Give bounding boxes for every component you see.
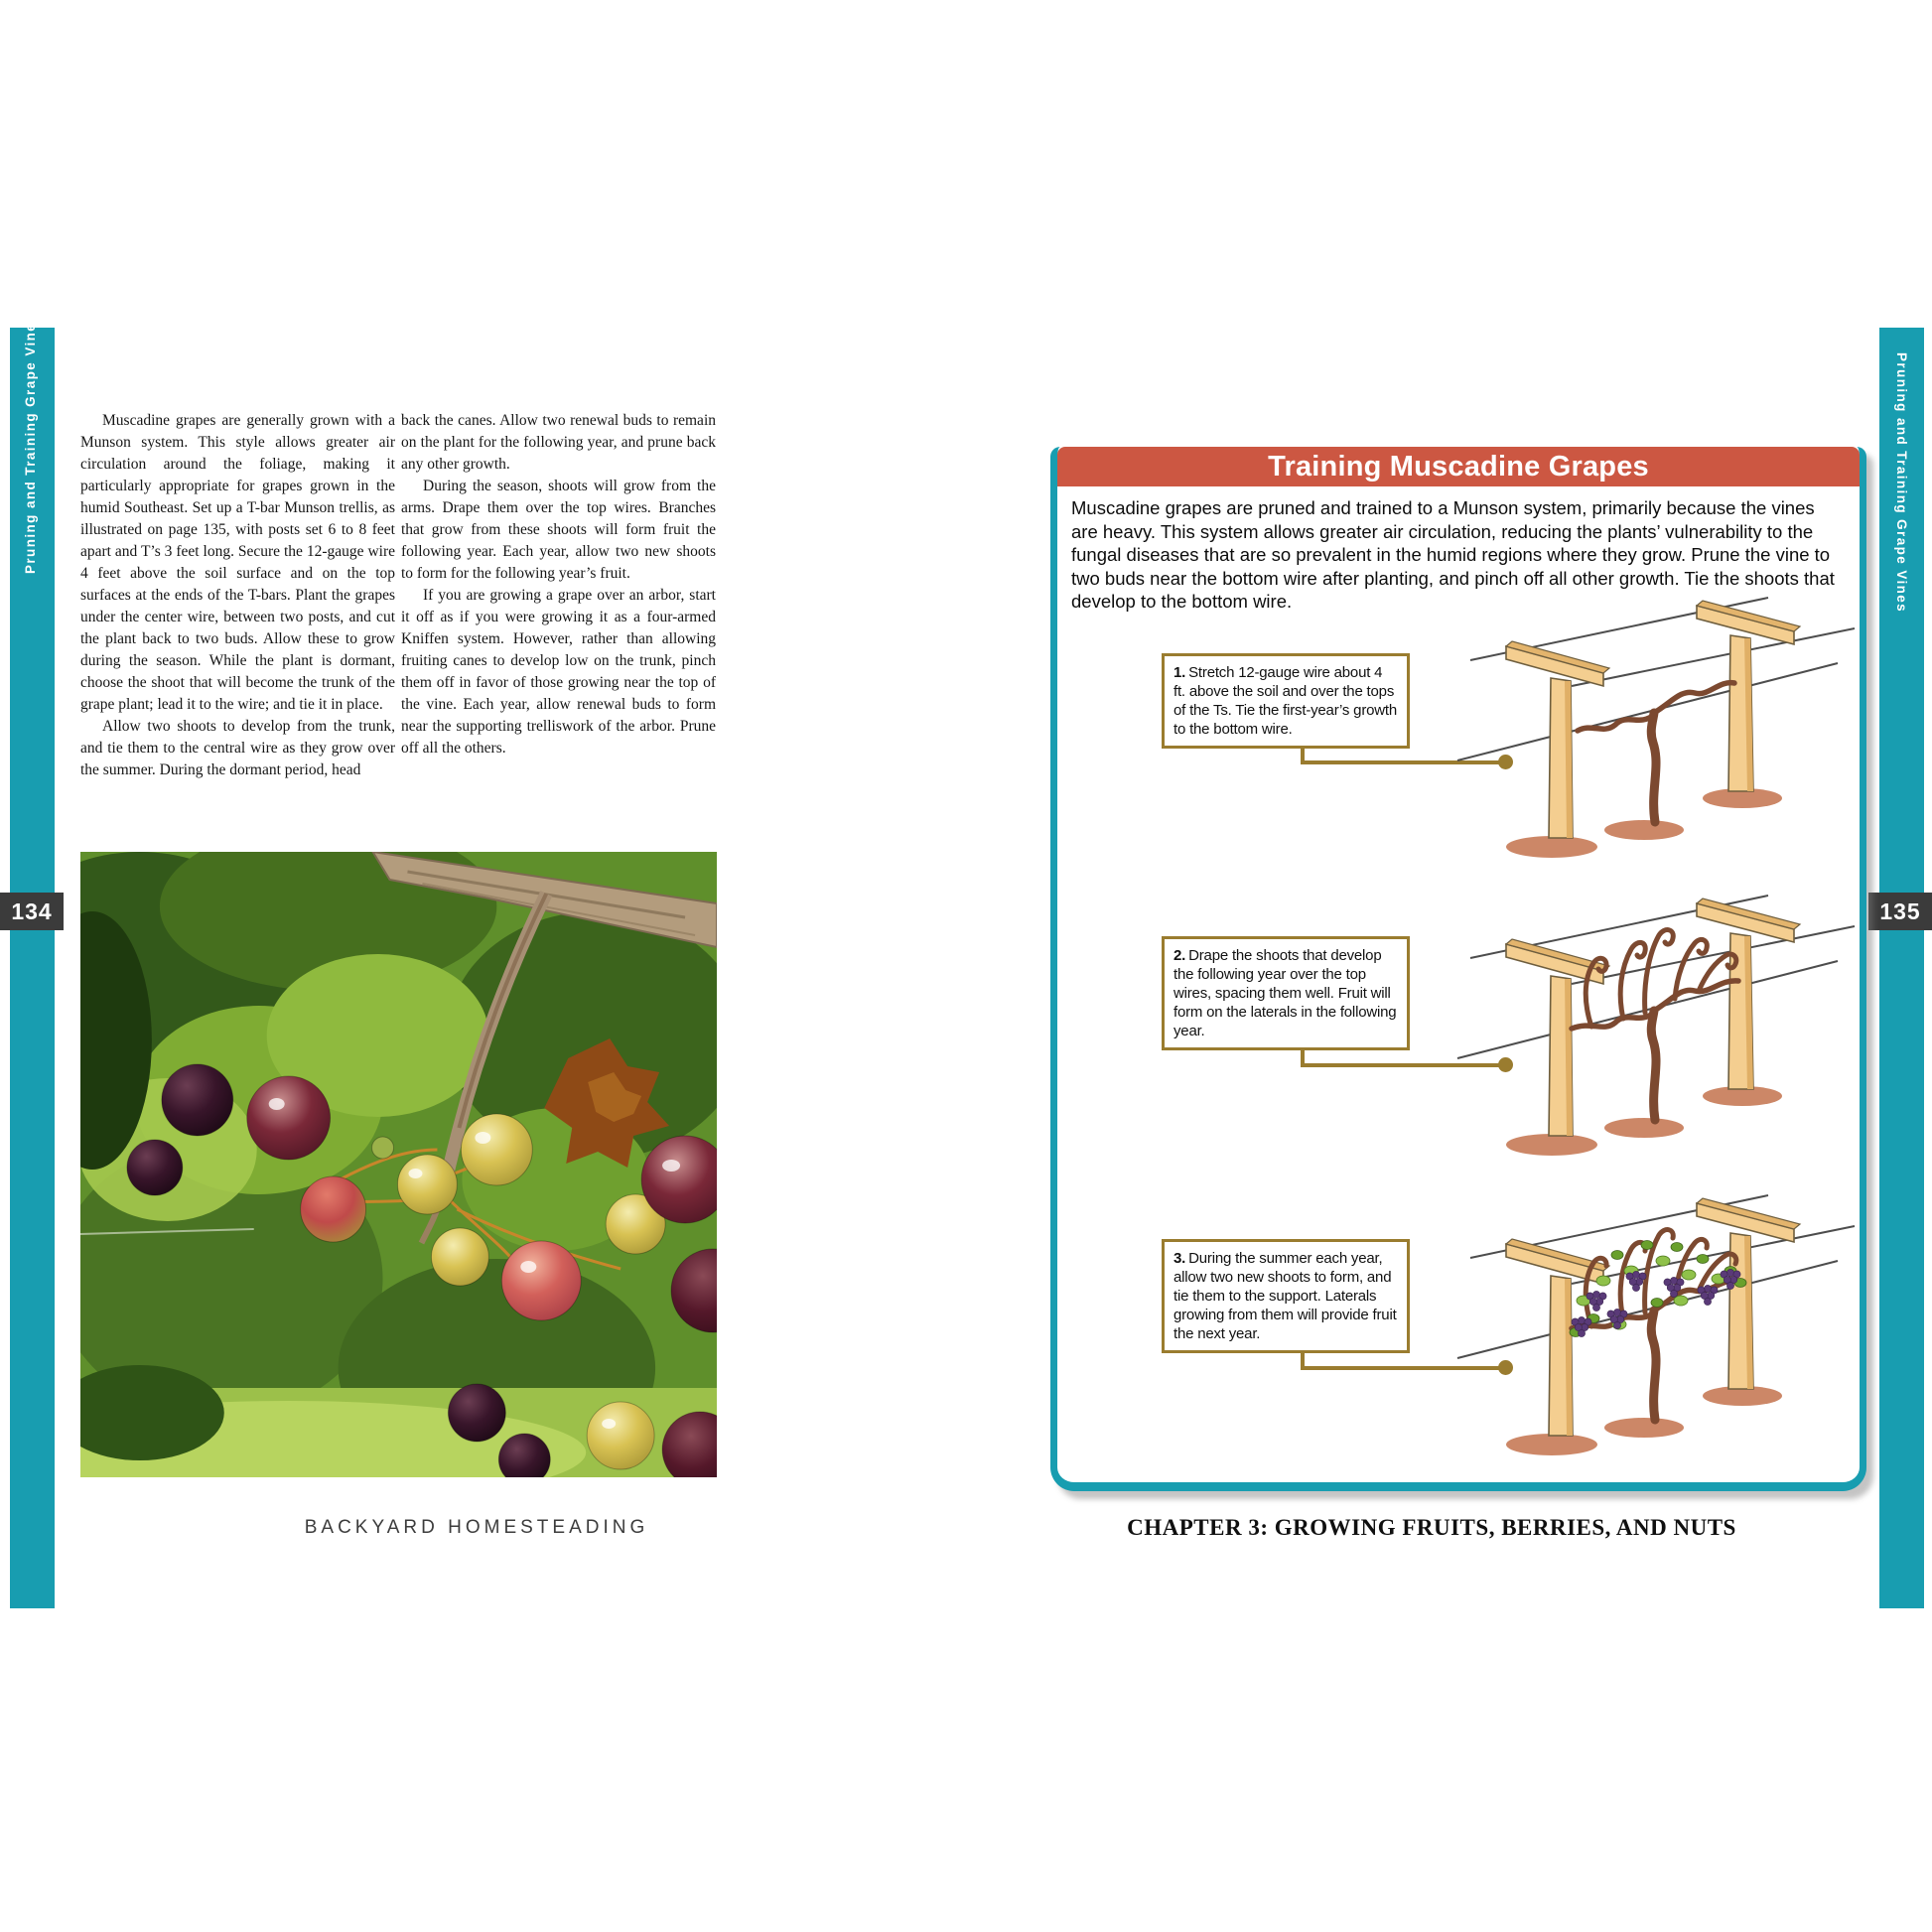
left-page-column-2 [401, 410, 716, 852]
left-page-number-badge: 134 [0, 893, 64, 930]
step-2-callout [1162, 936, 1410, 1050]
step-2-number: 2. [1173, 947, 1186, 964]
box-title-bar [1057, 447, 1860, 486]
body-paragraph: If you are growing a grape over an arbor, start it off as if you were growing it as a four-armed Kniffen system. However, rather than allowing fruiting canes to develop low on the trunk, pinch them off in favor of those growing near the top of the vine. Each year, allow renewal buds to form near the supporting trelliswork of the arbor. Prune off all the others. [401, 587, 716, 757]
step-2-text: Drape the shoots that develop the following year over the top wires, spacing them well. Fruit will form on the laterals in the following year. [1173, 947, 1397, 1039]
training-muscadine-grapes-box [1050, 447, 1866, 1491]
step-1-number: 1. [1173, 664, 1186, 681]
step-1-callout [1162, 653, 1410, 749]
step-3-text: During the summer each year, allow two new shoots to form, and tie them to the support. Laterals growing from them will provide fruit the next year. [1173, 1250, 1397, 1342]
right-sidebar-label: Pruning and Training Grape Vines [1894, 352, 1909, 614]
left-page-column-1 [80, 410, 395, 852]
left-page-footer: BACKYARD HOMESTEADING [304, 1517, 649, 1538]
right-page-number-badge: 135 [1868, 893, 1932, 930]
trellis-illustration-step3 [1433, 1183, 1869, 1471]
body-paragraph: back the canes. Allow two renewal buds to remain on the plant for the following year, and prune back any other growth. [401, 412, 716, 473]
left-sidebar-label: Pruning and Training Grape Vines [23, 313, 38, 574]
muscadine-grapes-photo [80, 852, 717, 1477]
step-1-text: Stretch 12-gauge wire about 4 ft. above the soil and over the tops of the Ts. Tie the first-year’s growth to the bottom wire. [1173, 664, 1398, 738]
box-intro-text: Muscadine grapes are pruned and trained to a Munson system, primarily because the vines are heavy. This system allows greater air circulation, reducing the plants’ vulnerability to the fungal diseases that are so prevalent in the humid regions where they grow. Prune the vine to two buds near the bottom wire after planting, and pinch off all other growth. Tie the shoots that develop to the bottom wire. [1071, 497, 1835, 612]
body-paragraph: Allow two shoots to develop from the trunk, and tie them to the central wire as they grow over the summer. During the dormant period, head [80, 718, 395, 778]
right-page-footer: CHAPTER 3: GROWING FRUITS, BERRIES, AND NUTS [1127, 1515, 1736, 1540]
grapes-photo-art [80, 852, 717, 1477]
trellis-illustration-step2 [1433, 884, 1869, 1172]
step-3-callout [1162, 1239, 1410, 1353]
body-paragraph: Muscadine grapes are generally grown with a Munson system. This style allows greater air circulation around the foliage, making it particularly appropriate for grapes grown in the humid Southeast. Set up a T-bar Munson trellis, as illustrated on page 135, with posts set 6 to 8 feet apart and T’s 3 feet long. Secure the 12-gauge wire 4 feet above the soil surface and on the top surfaces at the ends of the T-bars. Plant the grapes under the center wire, between two posts, and cut the plant back to two buds. Allow these to grow during the season. While the plant is dormant, choose the shoot that will become the trunk of the grape plant; lead it to the wire; and tie it in place. [80, 412, 395, 713]
body-paragraph: During the season, shoots will grow from the arms. Drape them over the top wires. Branches that grow from these shoots will form fruit the following year. Each year, allow two new shoots to form for the following year’s fruit. [401, 478, 716, 582]
trellis-illustration-step1 [1433, 586, 1869, 874]
step-3-number: 3. [1173, 1250, 1186, 1267]
box-title: Training Muscadine Grapes [1268, 450, 1649, 483]
